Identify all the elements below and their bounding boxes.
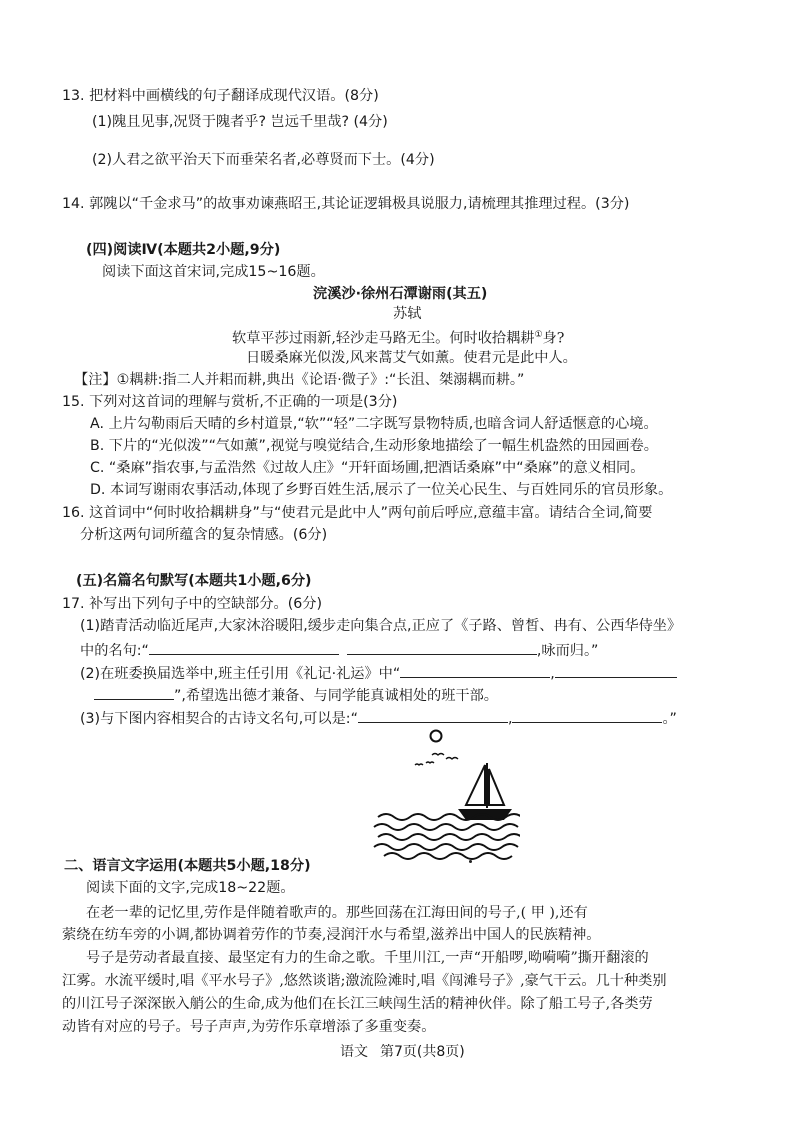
q17-s2-comma: ,	[550, 666, 555, 682]
passage-p1-line-2: 萦绕在纺车旁的小调,都协调着劳作的节奏,浸润汗水与希望,滋养出中国人的民族精神。	[62, 927, 601, 943]
q15-option-c: C. “桑麻”指农事,与孟浩然《过故人庄》“开轩面场圃,把酒话桑麻”中“桑麻”的意义相同。	[90, 460, 645, 476]
q17-s2-prefix: (2)在班委换届选举中,班主任引用《礼记·礼运》中“	[80, 666, 401, 682]
passage-p2-line-1: 号子是劳动者最直接、最坚定有力的生命之歌。千里川江,一声“开船啰,呦嗬嗬”撕开翻滚的	[86, 950, 649, 966]
q16-line-2: 分析这两句词所蕴含的复杂情感。(6分)	[80, 527, 328, 543]
footer-subject: 语文	[340, 1044, 368, 1060]
poem-line-2: 日暖桑麻光似泼,风来蒿艾气如薰。使君元是此中人。	[246, 350, 577, 366]
q13-sub1: (1)隗且见事,况贤于隗者乎? 岂远千里哉? (4分)	[92, 114, 388, 130]
q15-option-a: A. 上片勾勒雨后天晴的乡村道景,“软”“轻”二字既写景物特质,也暗含词人舒适惬意的心境。	[90, 416, 658, 432]
poem-line-1a: 软草平莎过雨新,轻沙走马路无尘。何时收拾耦耕	[232, 330, 535, 347]
waves-icon	[374, 814, 520, 859]
q17-s1-suffix: ,咏而归。”	[536, 643, 599, 659]
sailboat-icon	[458, 763, 512, 820]
q15-stem: 15. 下列对这首词的理解与赏析,不正确的一项是(3分)	[62, 394, 398, 410]
q13-sub2: (2)人君之欲平治天下而垂荣名者,必尊贤而下士。(4分)	[92, 152, 435, 168]
q17-s1-line-2	[80, 640, 598, 661]
q13-stem: 13. 把材料中画横线的句子翻译成现代汉语。(8分)	[62, 88, 379, 104]
q17-s3-prefix: (3)与下图内容相契合的古诗文名句,可以是:“	[80, 711, 358, 727]
q15-option-b: B. 下片的“光似泼”“气如薰”,视觉与嗅觉结合,生动形象地描绘了一幅生机盎然的田园画卷。	[90, 438, 658, 454]
poem-note: 【注】①耦耕:指二人并耜而耕,典出《论语·微子》:“长沮、桀溺耦而耕。”	[74, 372, 525, 388]
q17-s3-comma: ,	[507, 711, 513, 727]
q17-s2-blank-2b[interactable]	[94, 685, 174, 700]
section4-heading: (四)阅读Ⅳ(本题共2小题,9分)	[86, 242, 281, 258]
poem-line-1	[232, 325, 564, 349]
passage-p2-line-3: 的川江号子深深嵌入艄公的生命,成为他们在长江三峡闯生活的精神伙伴。除了船工号子,各类劳	[62, 996, 653, 1012]
section4-intro: 阅读下面这首宋词,完成15~16题。	[102, 264, 325, 280]
seagulls-icon	[415, 754, 458, 766]
sailboat-illustration	[370, 725, 520, 865]
poem-author: 苏轼	[393, 306, 422, 322]
q17-stem: 17. 补写出下列句子中的空缺部分。(6分)	[62, 596, 322, 612]
section5-heading: (五)名篇名句默写(本题共1小题,6分)	[76, 573, 312, 589]
part2-intro: 阅读下面的文字,完成18~22题。	[86, 880, 295, 896]
q17-s3-blank-1[interactable]	[358, 708, 508, 723]
q17-s2-line-2	[94, 685, 498, 706]
passage-p2-line-4: 动皆有对应的号子。号子声声,为劳作乐章增添了多重变奏。	[62, 1019, 436, 1035]
poem-note-mark: ①	[534, 330, 543, 340]
q17-s2-blank-2a[interactable]	[555, 663, 677, 678]
q14-stem: 14. 郭隗以“千金求马”的故事劝谏燕昭王,其论证逻辑极具说服力,请梳理其推理过程。(3分)	[62, 196, 630, 212]
page-footer	[340, 1041, 465, 1061]
q17-s3-blank-2[interactable]	[512, 708, 662, 723]
q15-option-d: D. 本词写谢雨农事活动,体现了乡野百姓生活,展示了一位关心民生、与百姓同乐的官员形象。	[90, 482, 673, 498]
passage-p2-line-2: 江雾。水流平缓时,唱《平水号子》,悠然谈谐;激流险滩时,唱《闯滩号子》,豪气干云。几十种类别	[62, 973, 667, 989]
sun-icon	[431, 731, 442, 742]
q17-s1-blank-1[interactable]	[149, 640, 339, 655]
ink-dot	[469, 860, 472, 863]
poem-line-1b: 身?	[542, 330, 565, 347]
q17-s2-suffix: ”,希望选出德才兼备、与同学能真诚相处的班干部。	[174, 688, 498, 704]
q17-s2-line-1	[80, 663, 677, 684]
part2-heading: 二、语言文字运用(本题共5小题,18分)	[64, 858, 311, 874]
passage-p1-line-1: 在老一辈的记忆里,劳作是伴随着歌声的。那些回荡在江海田间的号子,( 甲 ),还有	[86, 905, 588, 921]
q17-s1-prefix: 中的名句:“	[80, 643, 149, 659]
q17-s1-blank-2[interactable]	[347, 640, 537, 655]
q17-s3-suffix: 。”	[662, 711, 677, 727]
q16-line-1: 16. 这首词中“何时收拾耦耕身”与“使君元是此中人”两句前后呼应,意蕴丰富。请结合全词,简要	[62, 505, 653, 521]
footer-page: 第7页(共8页)	[380, 1044, 465, 1060]
q17-s1-line-1: (1)踏青活动临近尾声,大家沐浴暖阳,缓步走向集合点,正应了《子路、曾皙、冉有、公西华侍坐》	[80, 618, 682, 634]
poem-title: 浣溪沙·徐州石潭谢雨(其五)	[313, 286, 488, 302]
q17-s2-blank-1[interactable]	[400, 663, 550, 678]
